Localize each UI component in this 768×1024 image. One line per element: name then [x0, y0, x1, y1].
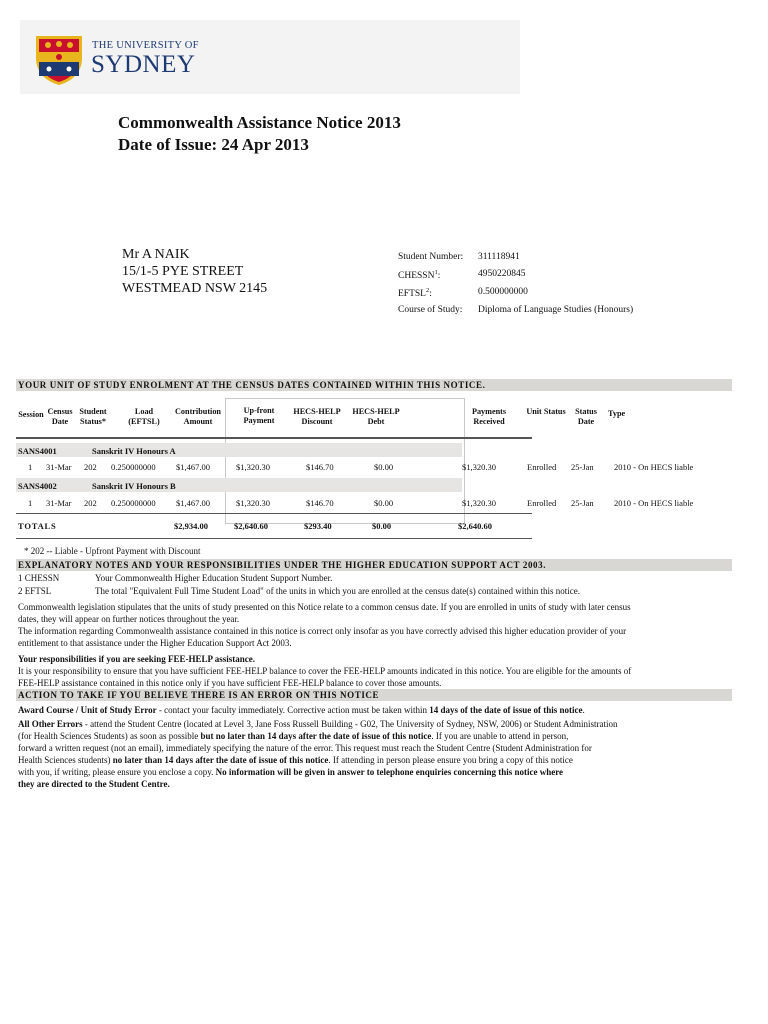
th-payments: Payments Received	[471, 407, 507, 426]
address-line: 15/1-5 PYE STREET	[122, 264, 244, 279]
para-text: It is your responsibility to ensure that you have sufficient FEE-HELP balance to cover the FEE-HELP amounts indicated in this notice. You are eligible for the amounts of	[18, 666, 632, 676]
other-error-text: forward a written request (not an email), immediately specifying the nature of the error. This request must reach the Student Centre (Student Administration for	[18, 743, 592, 753]
th-upfront: Up-front Payment	[243, 406, 275, 425]
table-divider	[16, 437, 532, 439]
issue-date: Date of Issue: 24 Apr 2013	[118, 135, 309, 154]
other-error-text: Health Sciences students) no later than 14 days after the date of issue of this notice. If attending in person please ensure you bring a copy of this notice	[18, 755, 573, 765]
unit-row-bg	[16, 478, 462, 492]
course-label: Course of Study:	[398, 305, 463, 315]
other-error-text: with you, if writing, please ensure you enclose a copy. No information will be given in answer to telephone enquiries concerning this notice where	[18, 767, 564, 777]
unit-code: SANS4002	[18, 481, 57, 491]
unit-name: Sanskrit IV Honours B	[92, 481, 176, 491]
course-value: Diploma of Language Studies (Honours)	[478, 305, 634, 315]
totals-row: TOTALS $2,934.00 $2,640.60 $293.40 $0.00 $2,640.60	[18, 521, 492, 531]
table-row: 1 31-Mar 202 0.250000000 $1,467.00 $1,320.30 $146.70 $0.00 $1,320.30 Enrolled 25-Jan 2010 - On HECS liable	[28, 498, 694, 508]
university-name-line1: THE UNIVERSITY OF	[92, 40, 199, 51]
para-text: FEE-HELP assistance contained in this notice only if you have sufficient FEE-HELP balance to cover those amounts.	[18, 678, 442, 688]
chessn-value: 4950220845	[478, 269, 526, 279]
th-student-status: Student Status*	[79, 407, 107, 426]
th-load: Load (EFTSL)	[128, 407, 160, 426]
eftsl-label: EFTSL$^2$:	[398, 287, 432, 300]
crest-icon	[34, 34, 84, 86]
address-line: Mr A NAIK	[122, 247, 190, 262]
th-census: Census Date	[47, 407, 73, 426]
th-session: Session	[18, 410, 44, 419]
unit-code: SANS4001	[18, 446, 57, 456]
student-number: 311118941	[478, 252, 520, 262]
th-unit-status: Unit Status	[526, 407, 566, 416]
chessn-label: CHESSN$^1$:	[398, 269, 441, 282]
th-hecs-discount: HECS-HELP Discount	[293, 407, 341, 426]
note-term: 2 EFTSL	[18, 586, 52, 596]
explanatory-heading: EXPLANATORY NOTES AND YOUR RESPONSIBILITIES UNDER THE HIGHER EDUCATION SUPPORT ACT 2003.	[16, 559, 732, 571]
enrolment-heading: YOUR UNIT OF STUDY ENROLMENT AT THE CENSUS DATES CONTAINED WITHIN THIS NOTICE.	[16, 379, 732, 391]
table-divider	[16, 513, 532, 514]
table-divider	[16, 538, 532, 539]
th-type: Type	[608, 409, 626, 418]
action-heading: ACTION TO TAKE IF YOU BELIEVE THERE IS AN ERROR ON THIS NOTICE	[16, 689, 732, 701]
university-name-line2: SYDNEY	[91, 51, 196, 78]
th-contribution: Contribution Amount	[175, 407, 221, 426]
unit-row-bg	[16, 443, 462, 457]
eftsl-value: 0.500000000	[478, 287, 528, 297]
other-error-text: All Other Errors - attend the Student Centre (located at Level 3, Jane Foss Russell Building - G02, The University of Sydney, NSW, 2006) or Student Administration	[18, 719, 618, 729]
note-text: Your Commonwealth Higher Education Student Support Number.	[95, 573, 333, 583]
th-status-date: Status Date	[575, 407, 597, 426]
note-text: The total "Equivalent Full Time Student Load" of the units in which you are enrolled at the census date(s) contained within this notice.	[95, 586, 581, 596]
para-text: dates, they will appear on further notices throughout the year.	[18, 614, 240, 624]
status-footnote: * 202 -- Liable - Upfront Payment with Discount	[24, 546, 201, 556]
para-text: Commonwealth legislation stipulates that the units of study presented on this Notice relate to a common census date. If you are enrolled in units of study with later census	[18, 602, 631, 612]
award-error-text: Award Course / Unit of Study Error - contact your faculty immediately. Corrective action must be taken within 14 days of the date of issue of this notice.	[18, 705, 585, 715]
para-text: The information regarding Commonwealth assistance contained in this notice is correct only insofar as you have correctly advised this higher education provider of your	[18, 626, 627, 636]
other-error-text: (for Health Sciences Students) as soon as possible but no later than 14 days after the date of issue of this notice. If you are unable to attend in person,	[18, 731, 569, 741]
other-error-text: they are directed to the Student Centre.	[18, 779, 170, 789]
para-text: entitlement to that assistance under the Higher Education Support Act 2003.	[18, 638, 292, 648]
table-row: 1 31-Mar 202 0.250000000 $1,467.00 $1,320.30 $146.70 $0.00 $1,320.30 Enrolled 25-Jan 2010 - On HECS liable	[28, 462, 694, 472]
fee-help-heading: Your responsibilities if you are seeking FEE-HELP assistance.	[18, 654, 256, 664]
th-hecs-debt: HECS-HELP Debt	[352, 407, 400, 426]
address-line: WESTMEAD NSW 2145	[122, 281, 268, 296]
unit-name: Sanskrit IV Honours A	[92, 446, 176, 456]
student-number-label: Student Number:	[398, 252, 464, 262]
note-term: 1 CHESSN	[18, 573, 60, 583]
notice-title: Commonwealth Assistance Notice 2013	[118, 113, 401, 132]
